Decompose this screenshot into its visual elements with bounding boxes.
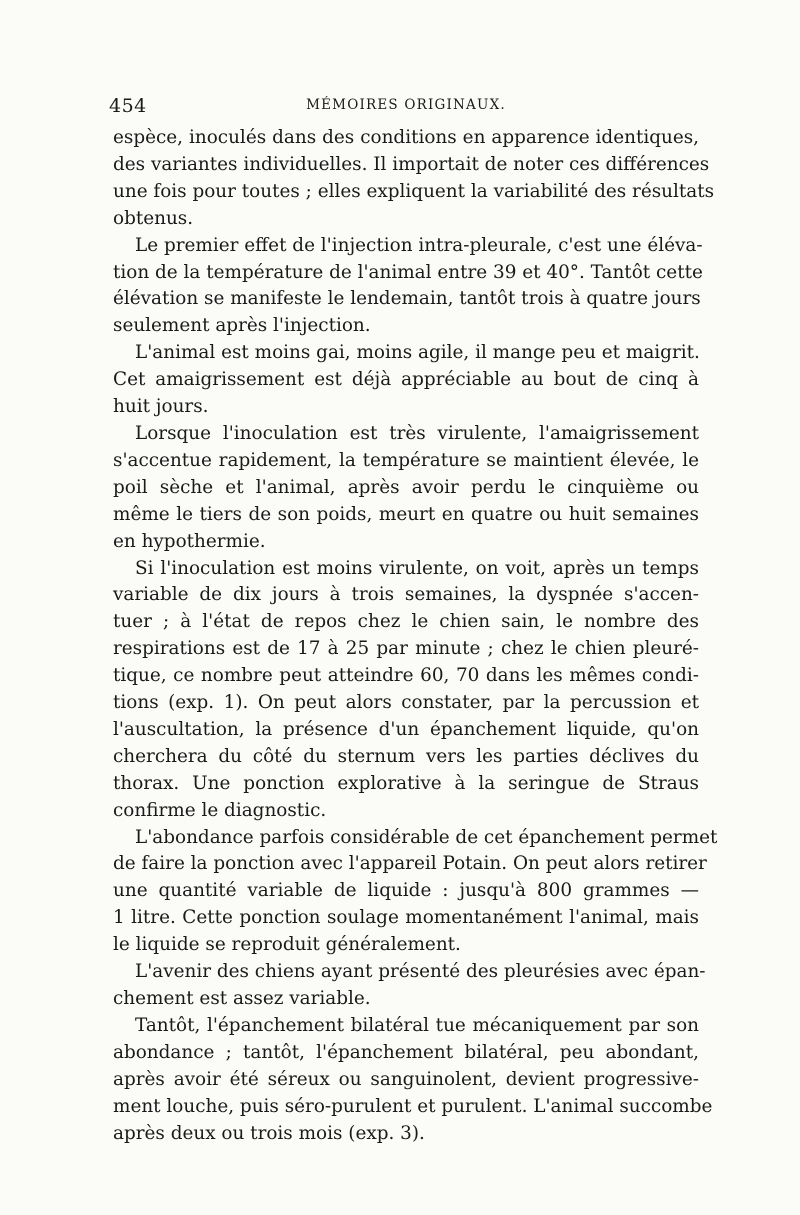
text-line: poil sèche et l'animal, après avoir perdu le cinquième ou: [113, 476, 699, 498]
text-line: une quantité variable de liquide : jusqu'à 800 grammes —: [113, 880, 699, 902]
text-line: cherchera du côté du sternum vers les parties déclives du: [113, 745, 699, 767]
text-line: une fois pour toutes ; elles expliquent la variabilité des résultats: [113, 180, 715, 202]
paragraph-4: [113, 421, 699, 556]
paragraph-2: [113, 233, 703, 341]
text-line: après avoir été séreux ou sanguinolent, devient progressive-: [113, 1068, 699, 1090]
text-line: obtenus.: [113, 207, 194, 229]
text-line: abondance ; tantôt, l'épanchement bilatéral, peu abondant,: [113, 1041, 699, 1063]
running-head: [109, 95, 699, 125]
text-line: chement est assez variable.: [113, 988, 371, 1009]
text-line: tique, ce nombre peut atteindre 60, 70 dans les mêmes condi-: [113, 665, 699, 687]
text-line: Cet amaigrissement est déjà appréciable au bout de cinq à: [113, 369, 699, 391]
text-line: en hypothermie.: [113, 530, 266, 552]
book-page: [109, 95, 718, 1147]
text-line: le liquide se reproduit généralement.: [113, 934, 461, 956]
text-line: thorax. Une ponction explorative à la seringue de Straus: [113, 772, 699, 794]
paragraph-8: [113, 1013, 713, 1148]
text-line: tions (exp. 1). On peut alors constater, par la percussion et: [113, 692, 699, 714]
text-line: même le tiers de son poids, meurt en quatre ou huit semaines: [113, 503, 699, 525]
paragraph-7: [113, 959, 706, 1013]
text-line: huit jours.: [113, 396, 209, 418]
text-line: 1 litre. Cette ponction soulage momentanément l'animal, mais: [113, 907, 699, 929]
paragraph-5: [113, 556, 699, 825]
page-number: 454: [109, 95, 147, 117]
text-line: s'accentue rapidement, la température se maintient élevée, le: [113, 449, 699, 471]
text-line: L'avenir des chiens ayant présenté des pleurésies avec épan-: [135, 961, 706, 983]
text-line: tion de la température de l'animal entre 39 et 40°. Tantôt cette: [113, 261, 703, 283]
text-line: des variantes individuelles. Il importait de noter ces différences: [113, 153, 710, 175]
text-line: Le premier effet de l'injection intra-pleurale, c'est une éléva-: [135, 234, 703, 256]
text-line: seulement après l'injection.: [113, 315, 371, 337]
text-line: élévation se manifeste le lendemain, tantôt trois à quatre jours: [113, 288, 701, 310]
text-line: de faire la ponction avec l'appareil Potain. On peut alors retirer: [113, 853, 707, 875]
text-line: Si l'inoculation est moins virulente, on voit, après un temps: [135, 557, 699, 579]
paragraph-1: [113, 125, 715, 233]
text-line: ment louche, puis séro-purulent et purulent. L'animal succombe: [113, 1095, 713, 1117]
text-line: confirme le diagnostic.: [113, 799, 327, 821]
text-line: après deux ou trois mois (exp. 3).: [113, 1122, 425, 1144]
text-line: Lorsque l'inoculation est très virulente, l'amaigrissement: [135, 422, 699, 444]
running-title: MÉMOIRES ORIGINAUX.: [306, 97, 506, 113]
body-text: [113, 125, 718, 1147]
paragraph-6: [113, 825, 718, 960]
text-line: espèce, inoculés dans des conditions en apparence identiques,: [113, 127, 699, 148]
text-line: tuer ; à l'état de repos chez le chien sain, le nombre des: [113, 611, 699, 633]
paragraph-3: [113, 340, 699, 421]
text-line: Tantôt, l'épanchement bilatéral tue mécaniquement par son: [135, 1014, 699, 1036]
text-line: respirations est de 17 à 25 par minute ; chez le chien pleuré-: [113, 638, 699, 660]
text-line: L'abondance parfois considérable de cet épanchement permet: [135, 826, 718, 848]
text-line: l'auscultation, la présence d'un épanchement liquide, qu'on: [113, 718, 699, 740]
text-line: variable de dix jours à trois semaines, la dyspnée s'accen-: [113, 584, 699, 606]
text-line: L'animal est moins gai, moins agile, il mange peu et maigrit.: [135, 342, 700, 364]
